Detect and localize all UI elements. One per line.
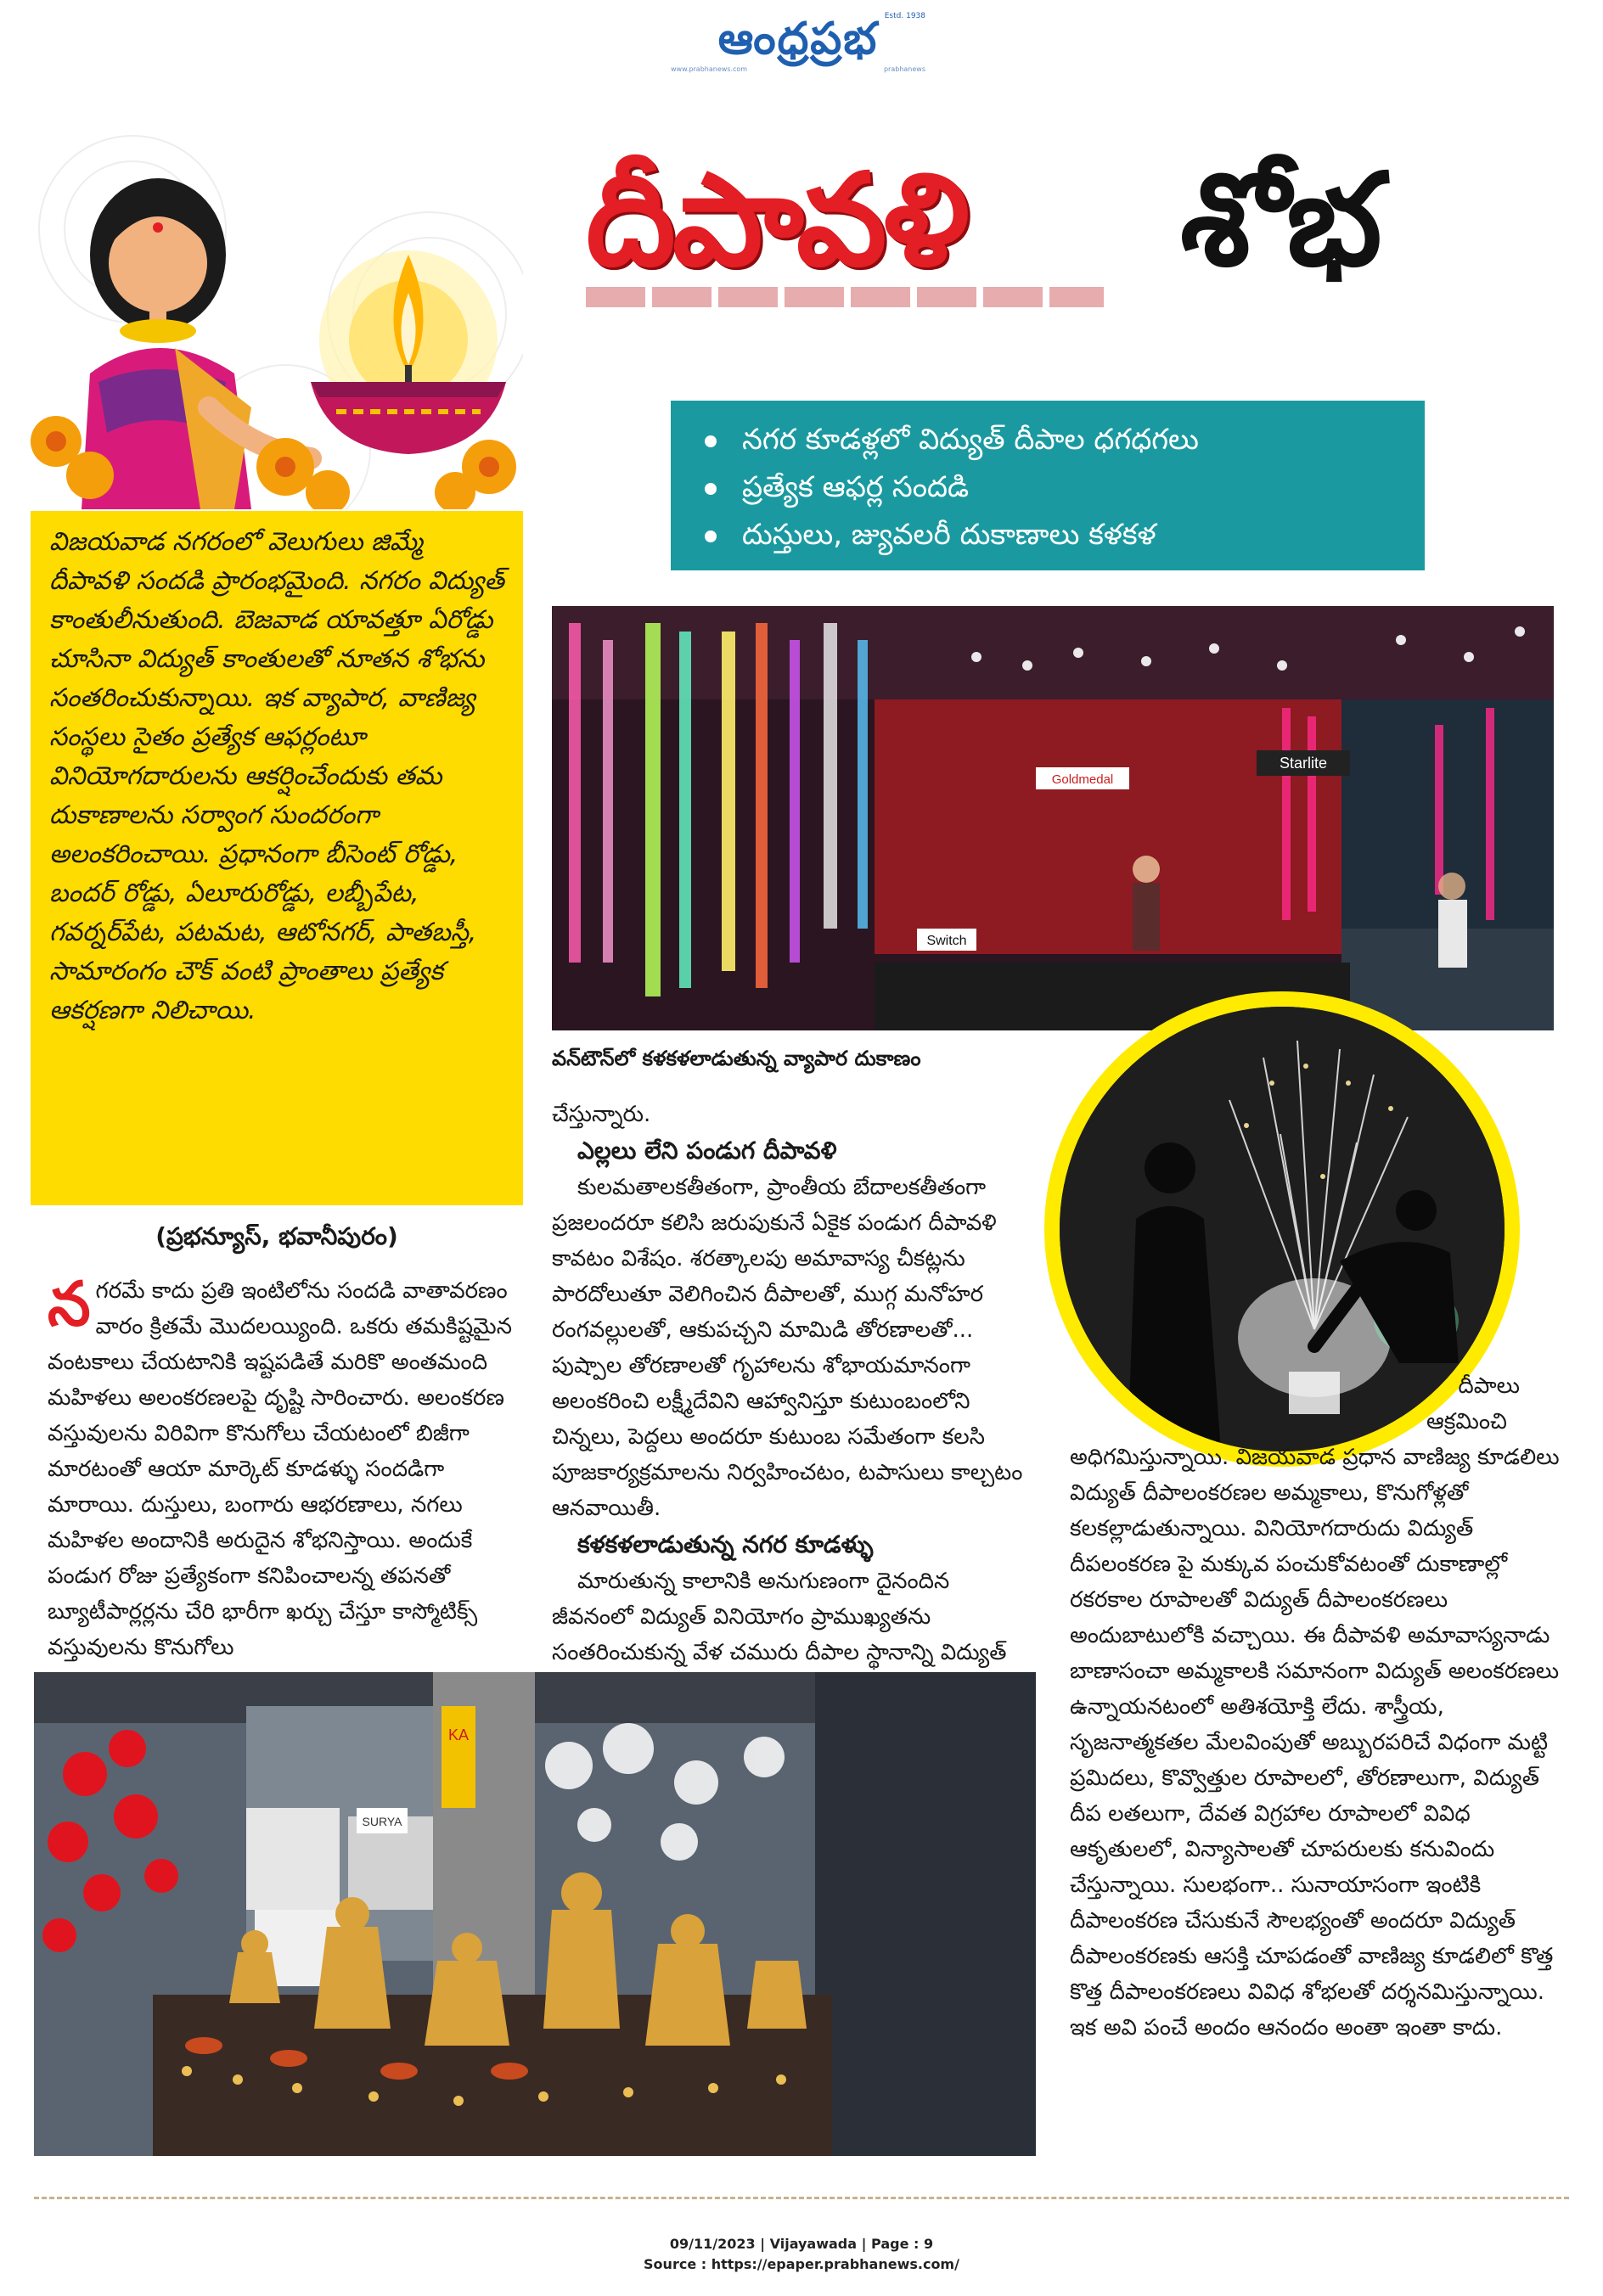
intro-box bbox=[31, 511, 523, 1205]
diwali-illustration bbox=[31, 127, 523, 509]
footer-edition-info: 09/11/2023 | Vijayawada | Page : 9 bbox=[669, 2236, 934, 2252]
article-paragraph-1: కులమతాలకతీతంగా, ప్రాంతీయ బేదాలకతీతంగా ప్రజలందరూ కలిసి జరుపుకునే ఏకైక పండుగ దీపావళి కావటం విశేషం. శరత్కాలపు అమావాస్య చీకట్లను పారదోలుతూ వెలిగించిన దీపాలతో, ముగ్గ మనోహర రంగవల్లులతో, ఆకుపచ్చని మామిడి తోరణాలతో... పుష్పాల తోరణాలతో గృహాలను శోభాయమానంగా అలంకరించి లక్ష్మీదేవిని ఆహ్వానిస్తూ కుటుంబంలోని చిన్నలు, పెద్దలు అందరూ కుటుంబ సమేతంగా కలసి పూజకార్యక్రమాలను నిర్వహించటం, టపాసులు కాల్చటం ఆనవాయితీ. bbox=[552, 1175, 1023, 1521]
store-sign-switch: Switch bbox=[926, 934, 967, 948]
bullet-icon bbox=[705, 435, 717, 447]
article-right-lead-line1: దీపాలు bbox=[1458, 1373, 1520, 1399]
article-right-lead bbox=[1257, 1368, 1562, 1440]
article-continuation: చేస్తున్నారు. bbox=[552, 1102, 651, 1127]
highlight-item: ప్రత్యేక ఆఫర్ల సందడి bbox=[705, 463, 1399, 511]
drop-cap: న bbox=[48, 1268, 91, 1339]
store-sign-starlite: Starlite bbox=[1279, 755, 1328, 772]
headline bbox=[586, 136, 1588, 340]
article-text-left: గరమే కాదు ప్రతి ఇంటిలోను సందడి వాతావరణం వారం క్రితమే మొదలయ్యింది. ఒకరు తమకిష్టమైన వంటకాలు చేయటానికి ఇష్టపడితే మరికొ అంతమంది మహిళలు అలంకరణలపై దృష్టి సారించారు. అలంకరణ వస్తువులను విరివిగా కొనుగోలు చేయటంలో బిజీగా మారటంతో ఆయా మార్కెట్ కూడళ్ళు సందడిగా మారాయి. దుస్తులు, బంగారు ఆభరణాలు, నగలు మహిళల అందానికి అరుదైన శోభనిస్తాయి. అందుకే పండుగ రోజు ప్రత్యేకంగా కనిపించాలన్న తపనతో బ్యూటీపార్లర్లను చేరి భారీగా ఖర్చు చేస్తూ కాస్మోటిక్స్ వస్తువులను కొనుగోలు bbox=[48, 1278, 512, 1660]
article-column-right bbox=[1070, 1440, 1562, 2046]
byline: (ప్రభన్యూస్, భవానీపురం) bbox=[155, 1222, 398, 1250]
article-right-lead-line2: ఆక్రమించి bbox=[1426, 1409, 1507, 1434]
lamps-store-image bbox=[34, 1672, 1036, 2156]
masthead-est: Estd. 1938 bbox=[884, 12, 925, 20]
bullet-icon bbox=[705, 530, 717, 542]
headline-word-diwali: దీపావళి bbox=[586, 147, 966, 295]
article-paragraph-2: మారుతున్న కాలానికి అనుగుణంగా దైనందిన జీవనంలో విద్యుత్ వినియోగం ప్రాముఖ్యతను సంతరించుకున్న వేళ చమురు దీపాల స్థానాన్ని విద్యుత్ bbox=[552, 1569, 1007, 1665]
footer-divider bbox=[34, 2197, 1569, 2199]
store-photo-caption: వన్‌టౌన్‌లో కళకళలాడుతున్న వ్యాపార దుకాణం bbox=[552, 1047, 921, 1070]
shop-sign-label: KA bbox=[447, 1726, 470, 1743]
masthead-right-url: prabhanews bbox=[883, 65, 925, 73]
box-brand-label: SURYA bbox=[362, 1815, 402, 1828]
lights-store-image bbox=[552, 606, 1554, 1030]
intro-text: విజయవాడ నగరంలో వెలుగులు జిమ్మే దీపావళి సందడి ప్రారంభమైంది. నగరం విద్యుత్ కాంతులీనుతుంది. బెజవాడ యావత్తూ ఏరోడ్డు చూసినా విద్యుత్ కాంతులతో నూతన శోభను సంతరించుకున్నాయి. ఇక వ్యాపార, వాణిజ్య సంస్థలు సైతం ప్రత్యేక ఆఫర్లంటూ వినియోగదారులను ఆకర్షించేందుకు తమ దుకాణాలను సర్వాంగ సుందరంగా అలంకరించాయి. ప్రధానంగా బీసెంట్ రోడ్డు, బందర్ రోడ్డు, ఏలూరురోడ్డు, లబ్బీపేట, గవర్నర్‌పేట, పటమట, ఆటోనగర్, పాతబస్తీ, సామారంగం చౌక్ వంటి ప్రాంతాలు ప్రత్యేక ఆకర్షణగా నిలిచాయి. bbox=[49, 527, 504, 1025]
bullet-icon bbox=[705, 483, 717, 495]
headline-word-shobha: శోభ bbox=[1180, 147, 1379, 295]
highlight-item: దుస్తులు, జ్యువలరీ దుకాణాలు కళకళ bbox=[705, 511, 1399, 559]
article-text-right: అధిగమిస్తున్నాయి. విజయవాడ ప్రధాన వాణిజ్య కూడలిలు విద్యుత్ దీపాలంకరణల అమ్మకాలు, కొనుగోళ్లతో కలకల్లాడుతున్నాయి. వినియోగదారుదు విద్యుత్ దీపలంకరణ పై మక్కువ పంచుకోవటంతో దుకాణాల్లో రకరకాల రూపాలతో విద్యుత్ దీపాలంకరణలు అందుబాటులోకి వచ్చాయి. ఈ దీపావళి అమావాస్యనాడు బాణాసంచా అమ్మకాలకి సమానంగా విద్యుత్ అలంకరణలు ఉన్నాయనటంలో అతిశయోక్తి లేదు. శాస్త్రీయ, సృజనాత్మకతల మేలవింపుతో అబ్బురపరిచే విధంగా మట్టి ప్రమిదలు, కొవ్వొత్తుల రూపాలలో, తోరణాలుగా, విద్యుత్ దీప లతలుగా, దేవత విగ్రహాల రూపాలలో వివిధ ఆకృతులలో, విన్యాసాలతో చూపరులకు కనువిందు చేస్తున్నాయి. సులభంగా.. సునాయాసంగా ఇంటికి దీపాలంకరణ చేసుకునే సౌలభ్యంతో అందరూ విద్యుత్ దీపాలంకరణకు ఆసక్తి చూపడంతో వాణిజ్య కూడలిలో కొత్త కొత్త దీపాలంకరణలు వివిధ శోభలతో దర్శనమిస్తున్నాయి. ఇక అవి పంచే అందం ఆనందం అంతా ఇంతా కాదు. bbox=[1070, 1445, 1560, 2041]
masthead-subline bbox=[671, 65, 925, 73]
store-photo bbox=[552, 606, 1554, 1030]
lamps-photo bbox=[34, 1672, 1036, 2156]
store-sign-goldmedal: Goldmedal bbox=[1051, 772, 1114, 787]
subhead-festival: ఎల్లలు లేని పండుగ దీపావళి bbox=[577, 1137, 837, 1165]
masthead bbox=[671, 12, 925, 71]
footer-source-link[interactable]: Source : https://epaper.prabhanews.com/ bbox=[644, 2256, 959, 2272]
article-column-middle bbox=[552, 1097, 1036, 1670]
subhead-junctions: కళకళలాడుతున్న నగర కూడళ్ళు bbox=[577, 1530, 874, 1558]
woman-diya-illustration bbox=[31, 127, 523, 509]
masthead-left-url: www.prabhanews.com bbox=[671, 65, 748, 73]
highlights-box bbox=[671, 401, 1425, 570]
masthead-logo: ఆంధ్రప్రభ bbox=[717, 13, 879, 65]
page-footer bbox=[0, 2234, 1603, 2275]
article-column-left bbox=[48, 1268, 523, 1665]
highlight-item: నగర కూడళ్లలో విద్యుత్ దీపాల ధగధగలు bbox=[705, 416, 1399, 463]
